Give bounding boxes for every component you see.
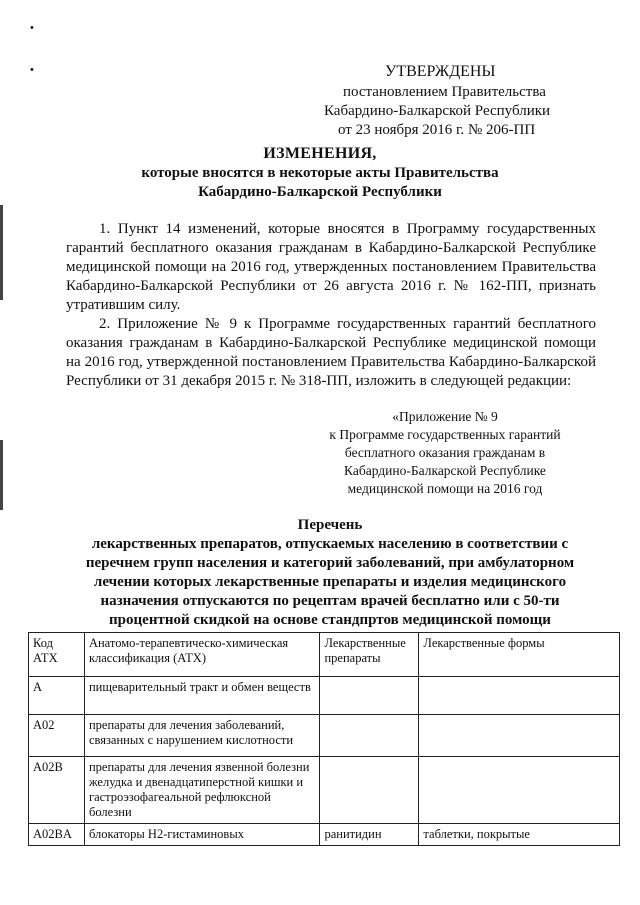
paragraph-1: 1. Пункт 14 изменений, которые вносятся в Программу государственных гарантий бесплатного оказания гражданам в Кабардино-Балкарской Республике медицинской помощи на 2016 год, утвержденных постановлением Правительства Кабардино-Балкарской Республики от 26 августа 2016 г. № 162-ПП, признать утратившим силу. — [66, 221, 596, 313]
cell-form — [419, 677, 620, 715]
annex-line: к Программе государственных гарантий — [329, 427, 561, 442]
scan-edge-artifact — [0, 440, 3, 510]
cell-classification: препараты для лечения заболеваний, связанных с нарушением кислотности — [84, 715, 320, 757]
cell-code: A02BA — [29, 824, 85, 846]
cell-drug: ранитидин — [320, 824, 419, 846]
table-header-row — [29, 633, 620, 677]
list-line: лекарственных препаратов, отпускаемых населению в соответствии с — [91, 536, 569, 552]
table-row — [29, 757, 620, 824]
cell-drug — [320, 757, 419, 824]
scan-mark-top: • — [30, 22, 34, 34]
annex-line: «Приложение № 9 — [392, 409, 498, 424]
approval-line: Кабардино-Балкарской Республики — [324, 103, 551, 119]
title-sub: которые вносятся в некоторые акты Правительства — [141, 165, 499, 181]
list-heading: Перечень — [297, 517, 363, 533]
annex-line: бесплатного оказания гражданам в — [344, 445, 546, 460]
cell-drug — [320, 677, 419, 715]
title-sub: Кабардино-Балкарской Республики — [198, 184, 442, 200]
scan-mark-bullet: • — [30, 64, 34, 76]
cell-form — [419, 757, 620, 824]
scan-edge-artifact — [0, 205, 3, 300]
list-line: назначения отпускаются по рецептам врачей бесплатно или с 50-ти — [100, 593, 560, 609]
list-line: перечнем групп населения и категорий заболеваний, при амбулаторном — [85, 555, 575, 571]
cell-code: A — [29, 677, 85, 715]
header-drugs: Лекарственные препараты — [320, 633, 419, 677]
cell-classification: блокаторы Н2-гистаминовых — [84, 824, 320, 846]
annex-reference — [300, 408, 590, 498]
cell-classification: препараты для лечения язвенной болезни желудка и двенадцатиперстной кишки и гастроэзофагеальной рефлюксной болезни — [84, 757, 320, 824]
annex-line: Кабардино-Балкарской Республике — [344, 463, 546, 478]
cell-code: A02 — [29, 715, 85, 757]
cell-classification: пищеварительный тракт и обмен веществ — [84, 677, 320, 715]
approval-line: постановлением Правительства — [343, 84, 546, 100]
document-title — [0, 143, 640, 202]
annex-line: медицинской помощи на 2016 год — [347, 481, 543, 496]
header-classification: Анатомо-терапевтическо-химическая классификация (АТХ) — [84, 633, 320, 677]
list-title — [60, 516, 600, 630]
header-code: Код АТХ — [29, 633, 85, 677]
table-row — [29, 677, 620, 715]
cell-form — [419, 715, 620, 757]
atx-table — [28, 632, 620, 846]
table-row — [29, 824, 620, 846]
header-forms: Лекарственные формы — [419, 633, 620, 677]
cell-code: A02B — [29, 757, 85, 824]
list-line: процентной скидкой на основе стандпртов медицинской помощи — [109, 612, 551, 628]
cell-drug — [320, 715, 419, 757]
approval-line: от 23 ноября 2016 г. № 206-ПП — [338, 122, 536, 138]
title-main: ИЗМЕНЕНИЯ, — [263, 145, 377, 162]
paragraph-2: 2. Приложение № 9 к Программе государственных гарантий бесплатного оказания гражданам в Кабардино-Балкарской Республике медицинской помощи на 2016 год, утвержденной постановлением Правительства Кабардино-Балкарской Республики от 31 декабря 2015 г. № 318-ПП, изложить в следующей редакции: — [66, 316, 596, 389]
approval-heading: УТВЕРЖДЕНЫ — [385, 63, 496, 80]
table-row — [29, 715, 620, 757]
list-line: лечении которых лекарственные препараты и изделия медицинского — [93, 574, 567, 590]
cell-form: таблетки, покрытые — [419, 824, 620, 846]
